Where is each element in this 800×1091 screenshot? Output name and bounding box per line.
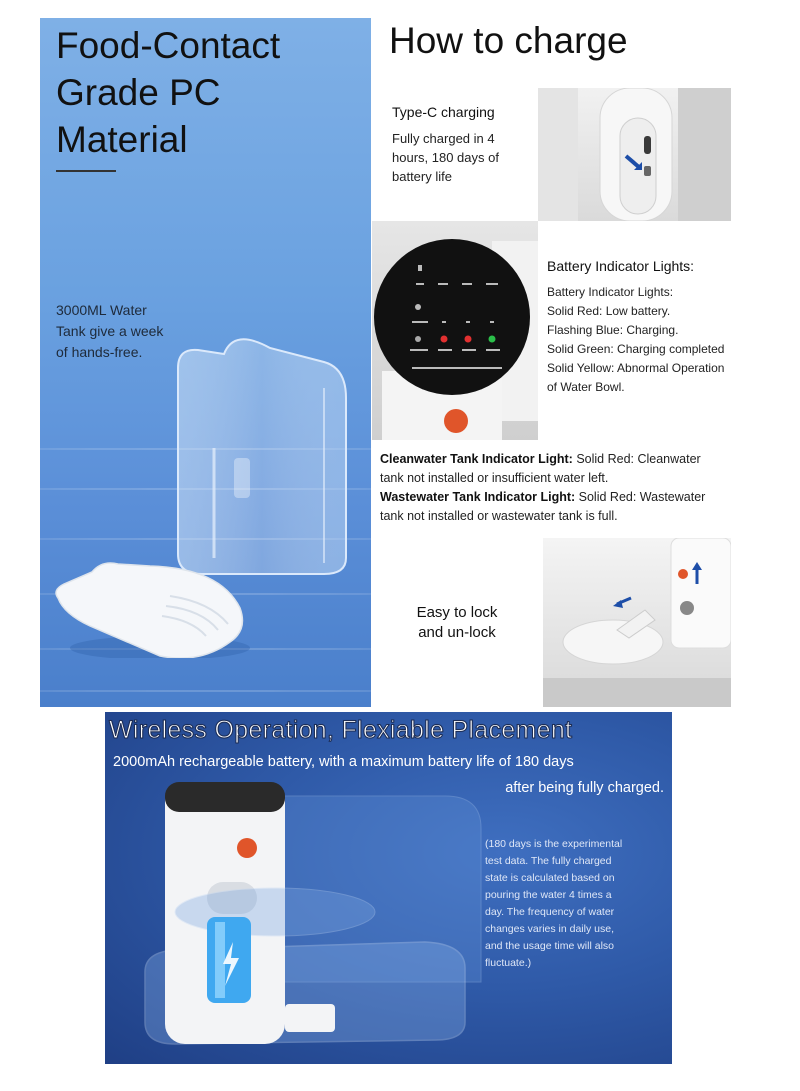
- heading-divider: [56, 170, 116, 172]
- battery-indicator-line: Battery Indicator Lights:: [547, 285, 674, 299]
- typec-description-line: hours, 180 days of: [392, 150, 499, 165]
- typec-description-line: Fully charged in 4: [392, 131, 495, 146]
- clean-water-indicator-text: Solid Red: Cleanwater: [572, 452, 701, 466]
- typec-heading: Type-C charging: [392, 104, 495, 120]
- tank-indicator-text: [380, 450, 732, 526]
- typec-port-photo: [538, 88, 731, 221]
- battery-led: [489, 336, 496, 343]
- bowl-lock-photo: [543, 538, 731, 707]
- note-line: fluctuate.): [485, 957, 532, 969]
- clean-water-indicator-label: Cleanwater Tank Indicator Light:: [380, 452, 573, 466]
- tank-capacity-line: 3000ML Water: [56, 302, 147, 318]
- note-line: changes varies in daily use,: [485, 923, 614, 935]
- waste-water-led: [465, 336, 472, 343]
- clean-water-indicator-text: tank not installed or insufficient water left.: [380, 471, 609, 485]
- material-heading-line: Material: [56, 119, 188, 160]
- typec-description-line: battery life: [392, 169, 452, 184]
- material-heading-line: Food-Contact: [56, 25, 281, 66]
- lock-caption: [402, 603, 512, 643]
- waste-water-indicator-label: Wastewater Tank Indicator Light:: [380, 490, 576, 504]
- wireless-panel: [105, 712, 672, 1064]
- note-line: day. The frequency of water: [485, 906, 615, 918]
- battery-capacity-text: 2000mAh rechargeable battery, with a maximum battery life of 180 days: [113, 754, 574, 770]
- usb-c-port: [644, 136, 651, 154]
- tank-capacity-line: of hands-free.: [56, 344, 143, 360]
- battery-indicator-line: Flashing Blue: Charging.: [547, 323, 679, 337]
- battery-life-note: [485, 836, 655, 972]
- clean-water-led: [441, 336, 448, 343]
- charge-heading: How to charge: [389, 20, 628, 61]
- battery-indicator-line: Solid Green: Charging completed: [547, 342, 725, 356]
- lock-caption-line: and un-lock: [418, 624, 496, 641]
- battery-capacity-text-cont: after being fully charged.: [505, 780, 664, 796]
- clean-water-indicator: [380, 450, 732, 469]
- waste-water-indicator: [380, 488, 732, 507]
- note-line: test data. The fully charged: [485, 855, 612, 867]
- indicator-panel-photo: [372, 221, 538, 440]
- material-heading: [56, 22, 366, 163]
- power-button-icon: [237, 838, 257, 858]
- control-panel-display: [374, 239, 530, 395]
- wireless-heading: Wireless Operation, Flexiable Placement: [109, 716, 573, 744]
- tank-capacity-line: Tank give a week: [56, 323, 164, 339]
- battery-indicator-list: [547, 283, 732, 397]
- material-heading-line: Grade PC: [56, 72, 221, 113]
- note-line: state is calculated based on: [485, 872, 615, 884]
- dispenser-illustration: [125, 782, 485, 1064]
- battery-indicator-line: Solid Yellow: Abnormal Operation: [547, 361, 725, 375]
- power-button-icon: [444, 409, 468, 433]
- note-line: pouring the water 4 times a: [485, 889, 612, 901]
- battery-indicator-line: Solid Red: Low battery.: [547, 304, 671, 318]
- waste-water-indicator-text: tank not installed or wastewater tank is full.: [380, 509, 618, 523]
- typec-description: [392, 129, 522, 186]
- waste-water-indicator-text: Solid Red: Wastewater: [575, 490, 706, 504]
- battery-indicator-heading: Battery Indicator Lights:: [547, 258, 695, 274]
- material-panel: [40, 18, 371, 707]
- note-line: and the usage time will also: [485, 940, 614, 952]
- battery-indicator-line: of Water Bowl.: [547, 380, 625, 394]
- water-bowl-illustration: [50, 538, 250, 658]
- lock-caption-line: Easy to lock: [416, 604, 498, 621]
- note-line: (180 days is the experimental: [485, 838, 623, 850]
